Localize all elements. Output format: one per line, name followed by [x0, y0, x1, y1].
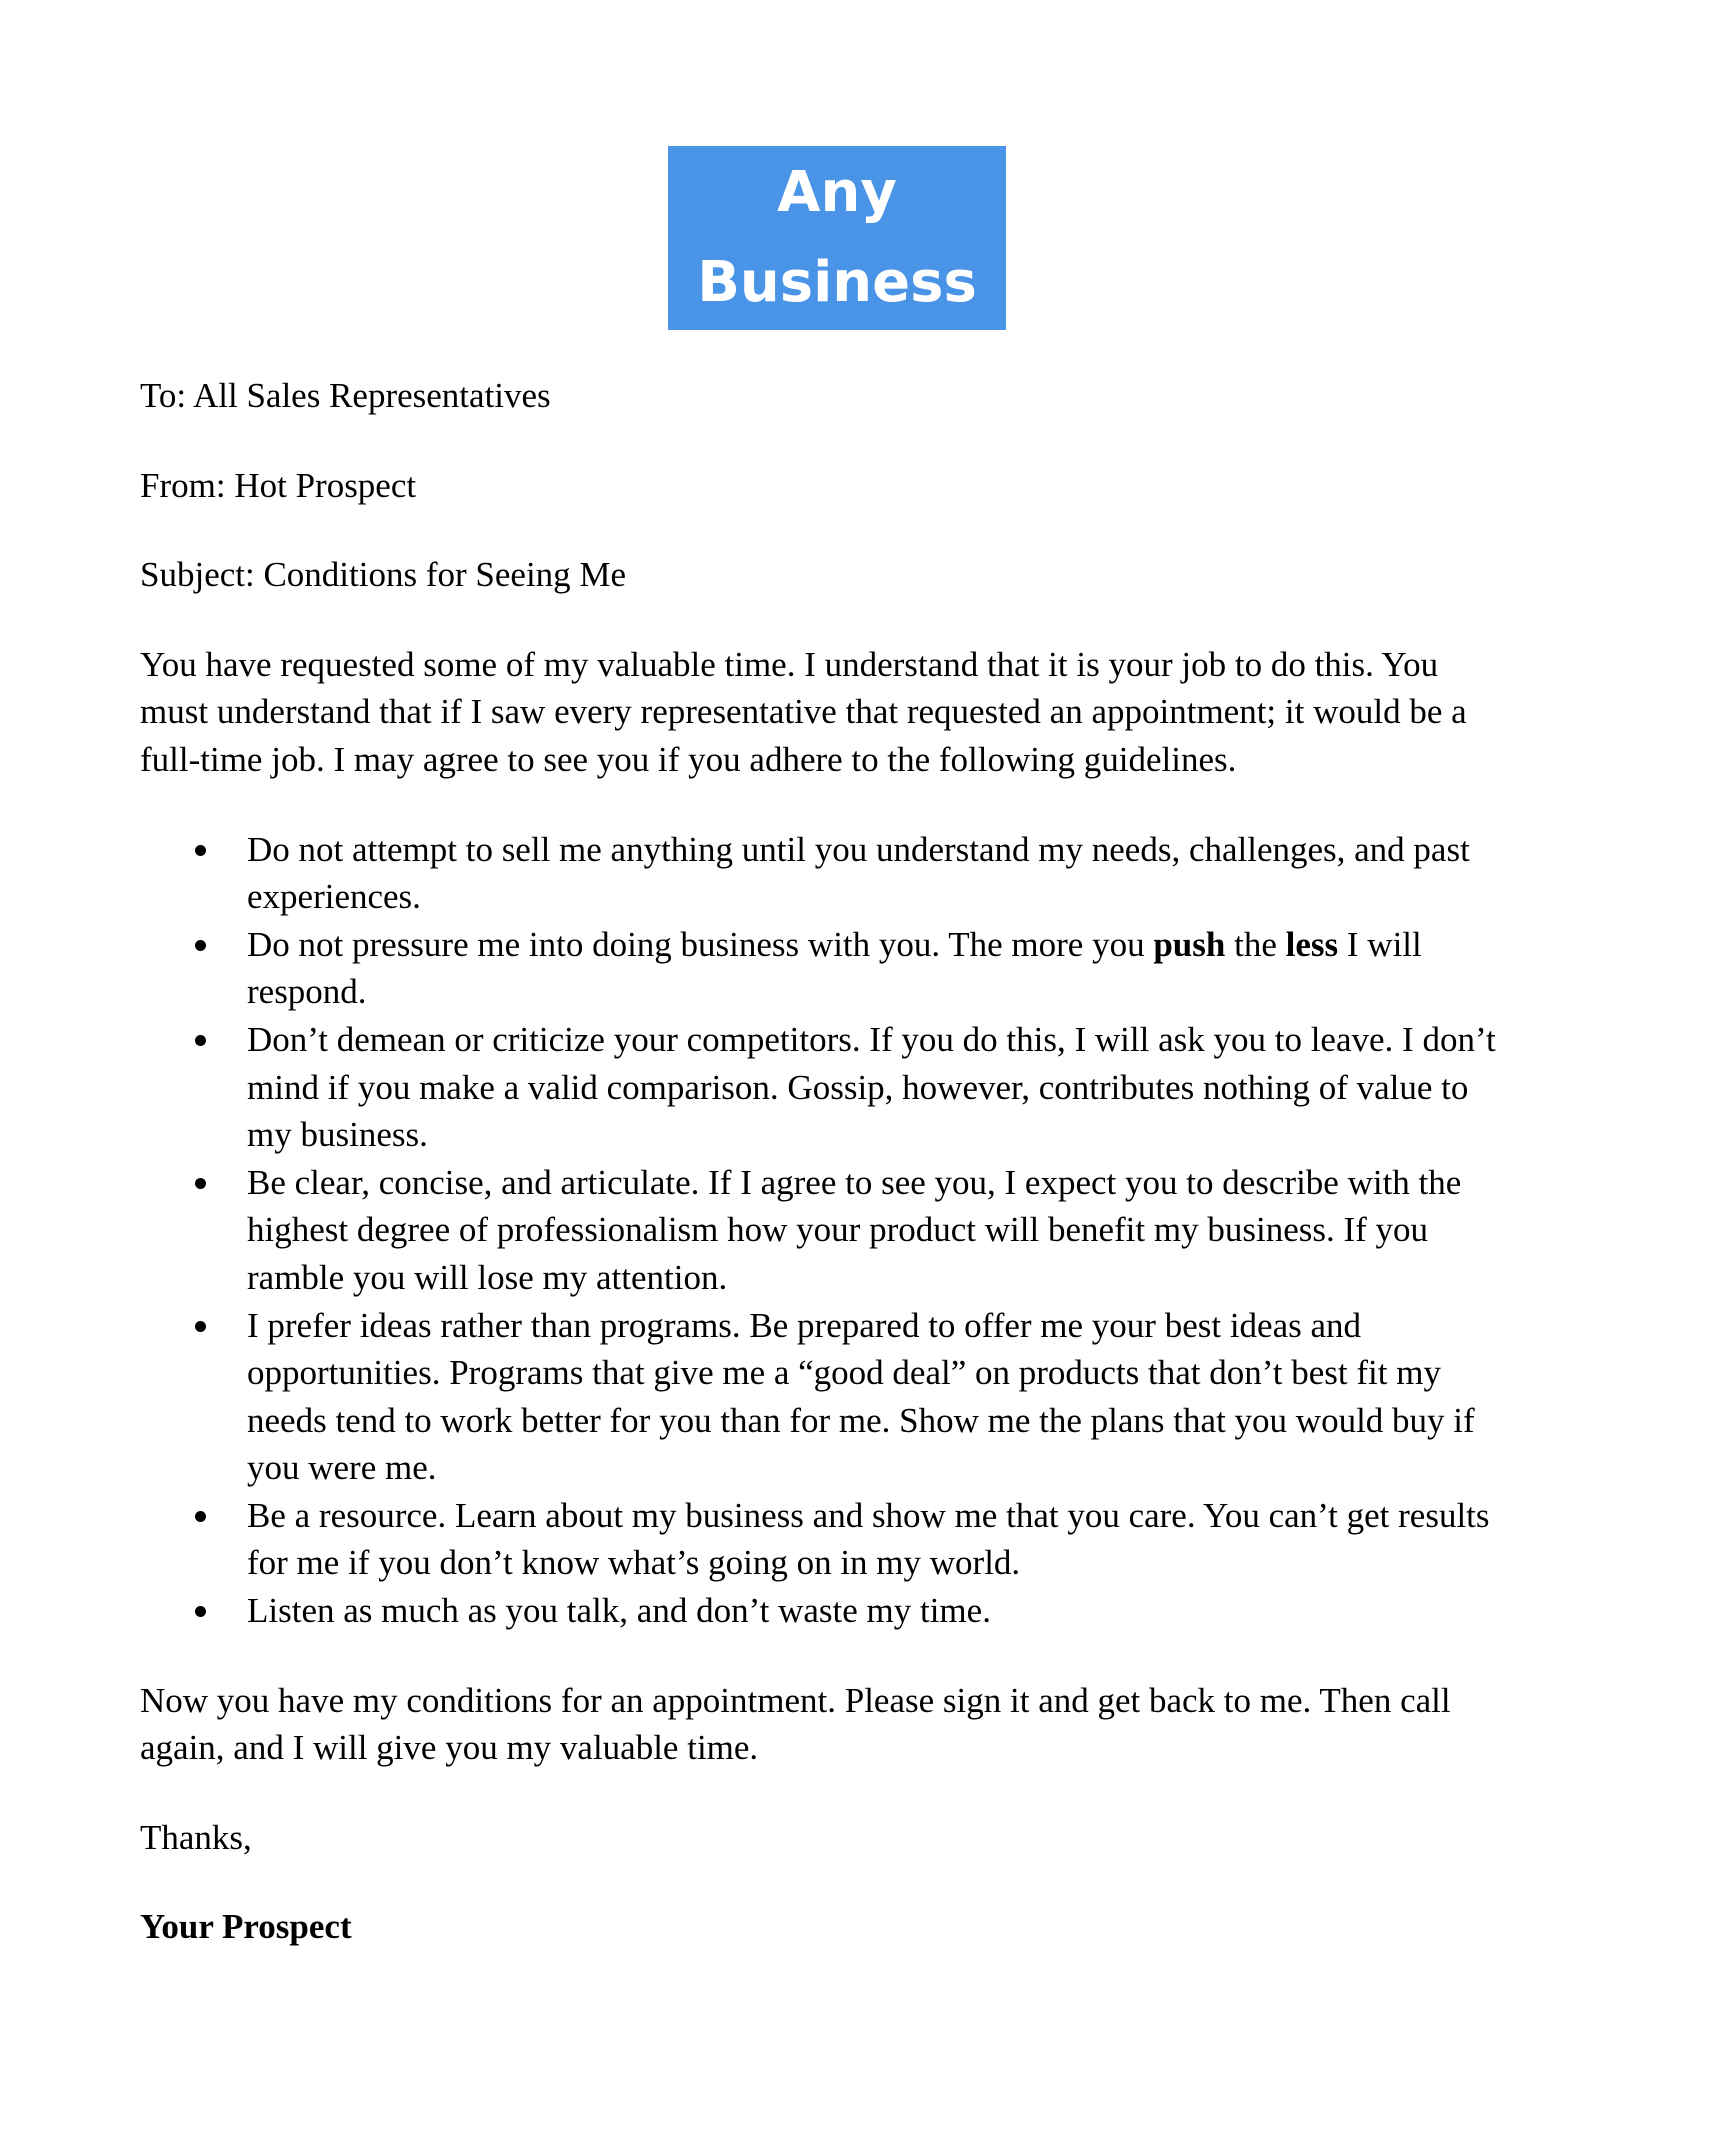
guideline-text: Be clear, concise, and articulate. If I agree to see you, I expect you to describe with the highest degree of professionalism how your product will benefit my business. If you ramble you will lose my attention.: [247, 1162, 1462, 1297]
guideline-item: [140, 1587, 1512, 1635]
guideline-emphasis-push: push: [1153, 924, 1226, 964]
guideline-text-mid: the: [1225, 924, 1286, 964]
guideline-emphasis-less: less: [1285, 924, 1339, 964]
guideline-item: [140, 1302, 1512, 1492]
guideline-text: I prefer ideas rather than programs. Be prepared to offer me your best ideas and opportunities. Programs that give me a “good deal” on products that don’t best fit my needs tend to work better for you than for me. Show me the plans that you would buy if you were me.: [247, 1305, 1475, 1488]
bullet-icon: [195, 1178, 206, 1189]
bullet-icon: [195, 940, 206, 951]
signature: Your Prospect: [140, 1907, 352, 1947]
bullet-icon: [195, 1606, 206, 1617]
bullet-icon: [195, 1511, 206, 1522]
bullet-icon: [195, 1321, 206, 1332]
guideline-text: Be a resource. Learn about my business and show me that you care. You can’t get results for me if you don’t know what’s going on in my world.: [247, 1495, 1490, 1583]
memo-body: [140, 372, 1520, 1951]
bullet-icon: [195, 845, 206, 856]
memo-from: From: Hot Prospect: [140, 465, 417, 505]
guideline-item: [140, 1016, 1512, 1159]
company-logo: [668, 146, 1006, 330]
intro-paragraph: You have requested some of my valuable time. I understand that it is your job to do this. You must understand that if I saw every representative that requested an appointment; it would be a full-time job. I may agree to see you if you adhere to the following guidelines.: [140, 644, 1467, 779]
memo-subject: Subject: Conditions for Seeing Me: [140, 555, 627, 595]
guidelines-list: [140, 826, 1520, 1635]
guideline-text: Don’t demean or criticize your competitors. If you do this, I will ask you to leave. I don’t mind if you make a valid comparison. Gossip, however, contributes nothing of value to my business.: [247, 1019, 1496, 1155]
guideline-text-pre: Do not pressure me into doing business with you. The more you: [247, 924, 1154, 964]
guideline-item: [140, 1492, 1512, 1587]
bullet-icon: [195, 1035, 206, 1046]
logo-line-1: Any: [777, 160, 897, 225]
logo-line-2: Business: [697, 250, 977, 315]
guideline-item: [140, 921, 1512, 1016]
guideline-item: [140, 826, 1512, 921]
guideline-text: Do not attempt to sell me anything until you understand my needs, challenges, and past experiences.: [247, 829, 1470, 917]
guideline-item: [140, 1159, 1512, 1302]
closing-thanks: Thanks,: [140, 1817, 252, 1857]
memo-to: To: All Sales Representatives: [140, 376, 551, 415]
guideline-text-post: I will respond.: [247, 924, 1422, 1012]
closing-paragraph: Now you have my conditions for an appointment. Please sign it and get back to me. Then call again, and I will give you my valuable time.: [140, 1680, 1451, 1768]
guideline-text: Listen as much as you talk, and don’t waste my time.: [247, 1591, 991, 1631]
